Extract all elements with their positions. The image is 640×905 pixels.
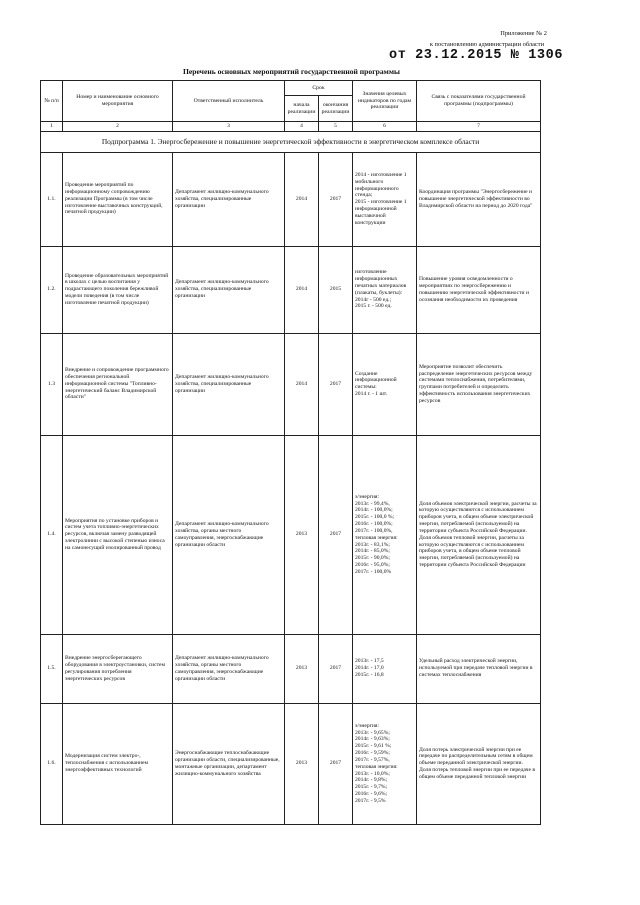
header-indicators: Значения целевых индикаторов по годам реализации: [353, 81, 417, 122]
header-term: Срок: [285, 81, 353, 96]
row-number: 1.2.: [41, 246, 63, 333]
measure-name: Модернизация систем электро-, теплоснабжения с использованием энергоэффективных технологий: [63, 703, 173, 824]
header-num: № п/п: [41, 81, 63, 122]
start-year: 2014: [285, 246, 319, 333]
subprogram-title: Подпрограмма 1. Энергосбережение и повышение энергетической эффективности в энергетическом комплексе области: [41, 131, 541, 152]
indicator-values: Создание информационной системы: 2014 г. - 1 шт.: [353, 333, 417, 435]
header-start: начала реализации: [285, 96, 319, 122]
indicator-values: 2013г. - 17,5 2014г. - 17,0 2015г. - 16,8: [353, 634, 417, 703]
measure-name: Проведение образовательных мероприятий в школах с целью воспитания у подрастающего поколения бережливой модели поведения (в том числе изготовление печатной продукции): [63, 246, 173, 333]
end-year: 2015: [319, 246, 353, 333]
row-number: 1.5.: [41, 634, 63, 703]
start-year: 2014: [285, 152, 319, 246]
column-number: 2: [63, 122, 173, 132]
column-number: 5: [319, 122, 353, 132]
subprogram-row: [41, 131, 541, 152]
program-link: Повышение уровня осведомленности о мероприятиях по энергосбережению и повышению энергетической эффективности и осознания необходимости их проведения: [417, 246, 541, 333]
responsible: Департамент жилищно-коммунального хозяйства, органы местного самоуправления, энергоснабжающие организации области: [173, 634, 285, 703]
row-number: 1.3: [41, 333, 63, 435]
appendix-label: Приложение № 2: [500, 30, 547, 37]
indicator-values: э/энергия: 2013г. - 99,4%, 2014г. - 100,0%; 2015г. - 100,0 %; 2016г. - 100,0%; 2017г. - 100,0%, тепловая энергия: 2013г. - 83,1%; 2014г. - 85,0%; 2015г. - 90,0%; 2016г. - 95,0%; 2017г. - 100,0%: [353, 435, 417, 634]
measure-name: Проведение мероприятий по информационному сопровождению реализации Программы (в том числе изготовление выставочных конструкций, печатной продукции): [63, 152, 173, 246]
indicator-values: 2014 - изготовление 1 мобильного информационного стенда; 2015 - изготовление 1 информационной выставочной конструкции: [353, 152, 417, 246]
measure-name: Внедрение и сопровождение программного обеспечения региональной информационной системы "Топливно-энергетический баланс Владимирской области": [63, 333, 173, 435]
row-number: 1.1.: [41, 152, 63, 246]
header-name: Номер и наименование основного мероприятия: [63, 81, 173, 122]
start-year: 2014: [285, 333, 319, 435]
column-number: 4: [285, 122, 319, 132]
row-number: 1.6.: [41, 703, 63, 824]
table-row: [41, 333, 541, 435]
end-year: 2017: [319, 333, 353, 435]
column-number: 3: [173, 122, 285, 132]
decree-label: к постановлению администрации области: [429, 41, 544, 48]
column-number: 6: [353, 122, 417, 132]
responsible: Департамент жилищно-коммунального хозяйства, специализированные организации: [173, 333, 285, 435]
table-row: [41, 246, 541, 333]
program-link: Координация программы "Энергосбережение и повышение энергетической эффективности во Владимирской области на период до 2020 года": [417, 152, 541, 246]
program-link: Удельный расход электрической энергии, используемой при передаче тепловой энергии в системах теплоснабжения: [417, 634, 541, 703]
measure-name: Мероприятия по установке приборов и систем учета топливно-энергетических ресурсов, включая замену разводящей электролинии с высокой степенью износа на самонесущий изолированный провод: [63, 435, 173, 634]
program-link: Доля потерь электрической энергии при ее передаче по распределительным сетям в общем объеме переданной электрической энергии. Доля потерь тепловой энергии при ее передаче в общем объеме переданной тепловой энергии: [417, 703, 541, 824]
start-year: 2013: [285, 703, 319, 824]
document-title: Перечень основных мероприятий государственной программы: [183, 67, 400, 76]
table-header-row: [41, 81, 541, 96]
column-number: 1: [41, 122, 63, 132]
end-year: 2017: [319, 435, 353, 634]
table-row: [41, 634, 541, 703]
header-end: окончания реализации: [319, 96, 353, 122]
row-number: 1.4.: [41, 435, 63, 634]
indicator-values: изготовление информационных печатных материалов (плакаты, буклеты): 2014г - 500 ед.; 2015 г. - 500 ед.: [353, 246, 417, 333]
indicator-values: э/энергия: 2013г. - 9,65%; 2014г. - 9,63%; 2015г. - 9,61 %; 2016г. - 9,59%; 2017г. - 9,57%, тепловая энергия: 2013г. - 10,0%; 2014г. - 9,8%; 2015г. - 9,7%; 2016г. - 9,6%; 2017г. - 9,5%: [353, 703, 417, 824]
end-year: 2017: [319, 152, 353, 246]
responsible: Энергоснабжающие теплоснабжающие организации области, специализированные, монтажные организации, департамент жилищно-коммунального хозяйства: [173, 703, 285, 824]
program-link: Мероприятие позволит обеспечить распределение энергетических ресурсов между системами теплоснабжения, потребителями, группами потребителей и определить эффективность использования энергетических ресурсов: [417, 333, 541, 435]
table-row: [41, 152, 541, 246]
table-row: [41, 435, 541, 634]
table-row: [41, 703, 541, 824]
column-number: 7: [417, 122, 541, 132]
measures-table: [40, 80, 541, 825]
end-year: 2017: [319, 634, 353, 703]
start-year: 2013: [285, 634, 319, 703]
responsible: Департамент жилищно-коммунального хозяйства, органы местного самоуправления, энергоснабжающие организации области: [173, 435, 285, 634]
measure-name: Внедрение энергосберегающего оборудования в электроустановки, систем регулирования потребления энергетических ресурсов: [63, 634, 173, 703]
responsible: Департамент жилищно-коммунального хозяйства, специализированные организации: [173, 246, 285, 333]
responsible: Департамент жилищно-коммунального хозяйства, специализированные организации: [173, 152, 285, 246]
column-number-row: [41, 122, 541, 132]
header-link: Связь с показателями государственной программы (подпрограммы): [417, 81, 541, 122]
start-year: 2013: [285, 435, 319, 634]
program-link: Доля объемов электрической энергии, расчеты за которую осуществляются с использованием приборов учета, в общем объеме электрической энергии, потребляемой (используемой) на территории субъекта Российской Федерации. Доля объемов тепловой энергии, расчеты за которую осуществляются с использованием приборов учета, в общем объеме тепловой энергии, потребляемой (используемой) на территории субъекта Российской Федерации: [417, 435, 541, 634]
document-date-number: от 23.12.2015 № 1306: [389, 48, 564, 63]
end-year: 2017: [319, 703, 353, 824]
header-responsible: Ответственный исполнитель: [173, 81, 285, 122]
